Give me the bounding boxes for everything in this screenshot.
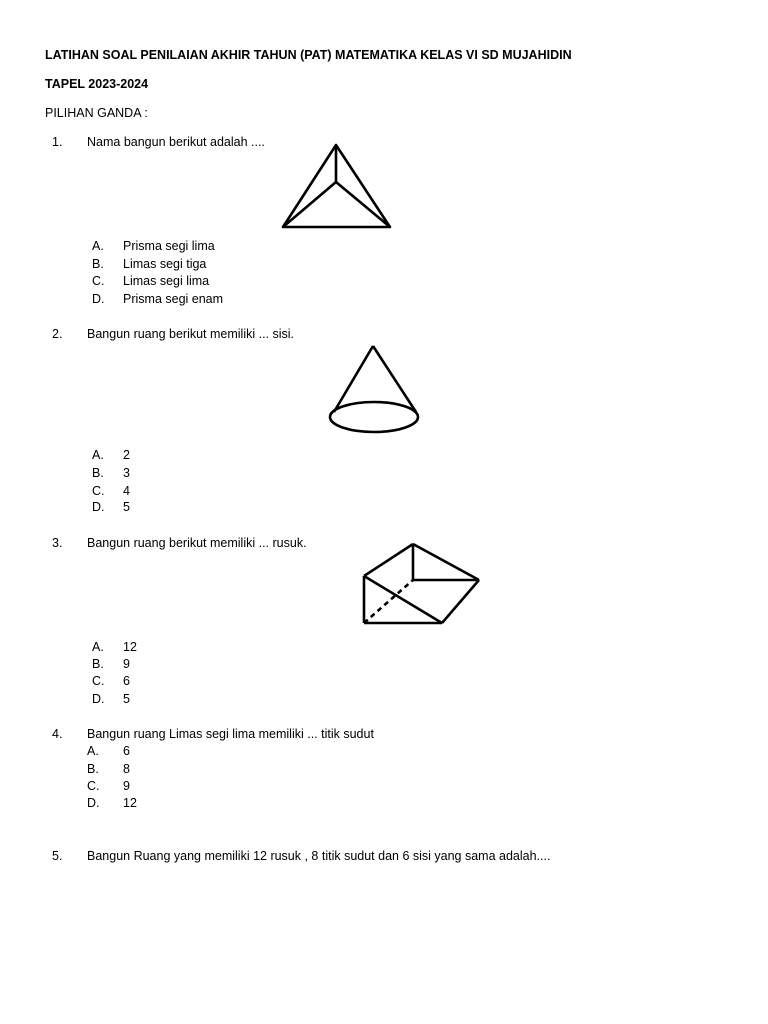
- question-number: 4.: [52, 727, 63, 741]
- school-year: TAPEL 2023-2024: [45, 77, 149, 91]
- option-letter: C.: [92, 674, 105, 688]
- option-letter: B.: [92, 466, 104, 480]
- option-text: Prisma segi enam: [123, 292, 224, 306]
- option-letter: D.: [92, 500, 105, 514]
- option-letter: C.: [87, 779, 100, 793]
- triangular-pyramid-figure: [278, 140, 396, 232]
- option-letter: C.: [92, 484, 105, 498]
- option-letter: A.: [92, 239, 104, 253]
- question-text: Bangun ruang berikut memiliki ... sisi.: [87, 327, 295, 341]
- cone-figure: [326, 342, 424, 438]
- option-text: 8: [123, 762, 130, 776]
- section-heading: PILIHAN GANDA :: [45, 106, 148, 120]
- option-text: Limas segi lima: [123, 274, 210, 288]
- option-letter: A.: [87, 744, 99, 758]
- document-title: LATIHAN SOAL PENILAIAN AKHIR TAHUN (PAT) MATEMATIKA KELAS VI SD MUJAHIDIN: [45, 48, 572, 62]
- question-number: 3.: [52, 536, 63, 550]
- option-text: 5: [123, 692, 130, 706]
- option-letter: B.: [87, 762, 99, 776]
- option-text: 6: [123, 674, 130, 688]
- question-text: Bangun ruang berikut memiliki ... rusuk.: [87, 536, 307, 550]
- question-text: Bangun Ruang yang memiliki 12 rusuk , 8 titik sudut dan 6 sisi yang sama adalah....: [87, 849, 551, 863]
- option-text: Limas segi tiga: [123, 257, 207, 271]
- question-number: 5.: [52, 849, 63, 863]
- option-letter: D.: [92, 692, 105, 706]
- question-number: 2.: [52, 327, 63, 341]
- option-text: 4: [123, 484, 130, 498]
- option-letter: D.: [87, 796, 100, 810]
- question-number: 1.: [52, 135, 63, 149]
- option-text: 2: [123, 448, 130, 462]
- question-text: Bangun ruang Limas segi lima memiliki ... titik sudut: [87, 727, 374, 741]
- option-text: Prisma segi lima: [123, 239, 215, 253]
- question-text: Nama bangun berikut adalah ....: [87, 135, 265, 149]
- option-text: 12: [123, 796, 137, 810]
- option-letter: B.: [92, 257, 104, 271]
- triangular-prism-figure: [360, 540, 484, 628]
- option-letter: B.: [92, 657, 104, 671]
- option-text: 12: [123, 640, 137, 654]
- option-text: 9: [123, 657, 130, 671]
- option-letter: A.: [92, 448, 104, 462]
- option-letter: C.: [92, 274, 105, 288]
- option-text: 5: [123, 500, 130, 514]
- option-letter: D.: [92, 292, 105, 306]
- option-text: 3: [123, 466, 130, 480]
- option-text: 6: [123, 744, 130, 758]
- option-text: 9: [123, 779, 130, 793]
- option-letter: A.: [92, 640, 104, 654]
